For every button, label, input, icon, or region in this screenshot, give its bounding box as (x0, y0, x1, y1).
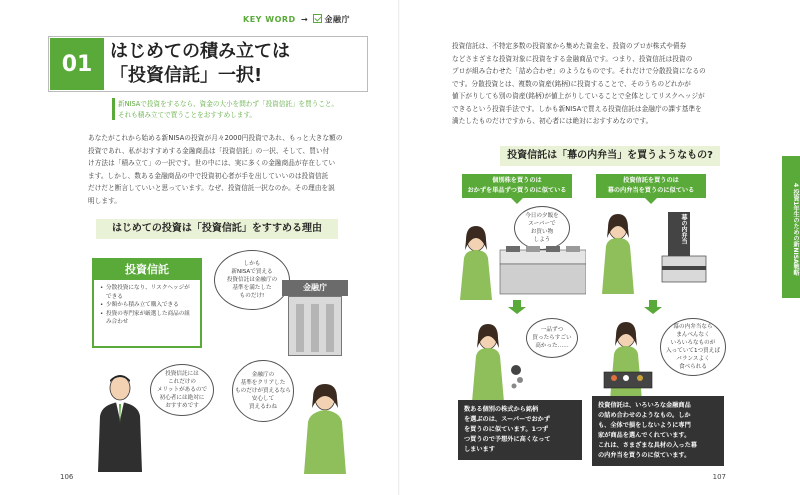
body-line: け方法は「積み立て」の一択です。世の中には、実に多くの金融商品が存在してい (88, 159, 336, 167)
caption-line: しまいます (464, 446, 495, 453)
list-item: • 分散投資になり、リスクヘッジができる (100, 284, 194, 301)
side-tab-number: 4 (792, 182, 799, 187)
right-page (400, 0, 800, 495)
bank-sign: 金融庁 (282, 280, 348, 296)
keyword-arrow: → (300, 15, 309, 24)
speech-bubble-expensive (526, 318, 578, 358)
bubble-line: まんべんなく (676, 332, 710, 338)
body-line: 明します。 (88, 196, 121, 205)
supermarket-illustration (456, 220, 586, 300)
right-body-text (452, 40, 722, 128)
bubble-line: 投資信託は金融庁の (226, 277, 278, 283)
bubble-line: 金融庁の (251, 372, 275, 378)
speech-bubble-man (150, 364, 214, 416)
caption-line: 数ある個別の株式から銘柄 (464, 406, 539, 413)
column-head-line: 個別株を買うのは (492, 177, 542, 184)
bubble-line: 初心者には絶対に (159, 395, 205, 401)
bubble-line: 新NISAで買える (231, 269, 273, 275)
bubble-line: 投資信託には (165, 371, 199, 377)
list-item: • 少額から積み立て購入できる (100, 301, 194, 310)
body-line: できるという投資手法です。しかも新NISAで買える投資信託は金融庁の課す基準を (452, 104, 702, 113)
bubble-line: しかも (243, 261, 261, 267)
caption-line: を買うのに似ています。1つず (464, 426, 549, 433)
bubble-line: 買ったらすごい (532, 335, 572, 341)
caption-line: の詰め合わせのようなもの。しか (598, 412, 691, 419)
caption-line: 投資信託は、いろいろな金融商品 (598, 402, 691, 409)
woman-illustration (296, 382, 354, 474)
page-number-right: 107 (712, 473, 726, 481)
body-line: 投資信託は、不特定多数の投資家から集めた資金を、投資のプロが株式や債券 (452, 42, 687, 50)
bubble-line: 今日の夕飯を (525, 213, 559, 219)
down-arrow-icon (644, 300, 662, 314)
caption-line: も、全体で損をしないように専門 (598, 422, 691, 429)
bubble-line: 幕の内弁当なら (673, 324, 713, 330)
caption-left (458, 400, 582, 460)
body-line: 満たしたものだけですから、初心者には絶対におすすめなのです。 (452, 117, 653, 125)
caption-line: を選ぶのは、スーパーでおかず (464, 416, 551, 423)
body-line: プロが組み合わせた「詰め合わせ」のようなものです。それだけで分散投資になるの (452, 67, 706, 75)
column-head-right (596, 174, 706, 198)
subtitle-line-1: 新NISAで投資をするなら、資金の大小を問わず「投資信託」を買うこと。 (118, 100, 339, 108)
bubble-line: 一品ずつ (540, 327, 564, 333)
building-column (311, 304, 319, 352)
bubble-line: おすすめです (165, 403, 199, 409)
keyword-term: 金融庁 (324, 15, 350, 24)
bubble-line: 高かった…… (535, 343, 569, 349)
body-line: あなたがこれから始める新NISAの投資が月々2000円投資であれ、もっと大きな額の (88, 134, 343, 142)
investment-trust-title: 投資信託 (94, 260, 200, 280)
bento-eater-illustration (596, 320, 660, 400)
caption-line: の内弁当を買うのに似ています。 (598, 452, 691, 459)
keyword-label: KEY WORD (243, 15, 296, 24)
column-head-line: 幕の内弁当を買うのに似ている (607, 187, 695, 194)
subtitle (118, 99, 368, 121)
left-body-text (88, 132, 350, 207)
body-line: 値下がりしても別の資産(銘柄)が値上がりしていることで全体としてリスクヘッジが (452, 92, 705, 100)
chapter-number: 01 (50, 38, 104, 90)
side-tab-text: 投資1年生のための新NISA戦略 (792, 188, 799, 276)
section-heading-left: はじめての投資は「投資信託」をすすめる理由 (96, 219, 338, 239)
page-number-left: 106 (60, 473, 74, 481)
shopper-coins-illustration (458, 322, 528, 402)
building-column (326, 304, 334, 352)
body-line: などさまざまな投資対象に投資をする金融商品です。つまり、投資信託は投資の (452, 54, 693, 63)
body-line: 投資であれ、私がおすすめする金融商品は「投資信託」の一択、そして、買い付 (88, 146, 330, 155)
bubble-line: お買い物 (530, 229, 554, 235)
title-line-1: はじめての積み立ては (110, 41, 290, 62)
column-head-line: 投資信託を買うのは (623, 177, 679, 184)
body-line: だけだと断言していいと思っています。なぜ、投資信託一択なのか。その理由を説 (88, 184, 335, 192)
bubble-line: しよう (533, 237, 551, 243)
bubble-line: いろいろなものが (670, 340, 716, 346)
checkbox-icon (313, 14, 322, 23)
caption-line: 家が商品を選んでくれています。 (598, 432, 691, 439)
bento-shopper-illustration (596, 204, 716, 294)
body-line: です。分散投資とは、複数の資産(銘柄)に投資することで、そのうちのどれかが (452, 79, 691, 88)
page-title (110, 40, 290, 88)
column-head-left (462, 174, 572, 198)
section-heading-right: 投資信託は「幕の内弁当」を買うようなもの? (500, 146, 720, 166)
bubble-line: これだけの (168, 379, 196, 385)
column-head-line: おかずを単品ずつ買うのに似ている (467, 187, 567, 194)
bubble-line: 食べられる (679, 364, 707, 370)
keyword-header (243, 14, 350, 25)
bubble-line: ものだけが買えるなら (235, 388, 291, 394)
investment-trust-box (92, 258, 202, 348)
speech-bubble-bank (214, 250, 290, 310)
bubble-line: 安心して (251, 396, 275, 402)
bubble-line: ものだけ! (239, 293, 265, 299)
chapter-side-tab (782, 156, 800, 298)
speech-bubble-bento (660, 318, 726, 376)
caption-right (592, 396, 724, 466)
bubble-line: バランスよく (676, 356, 710, 362)
subtitle-bar (112, 98, 115, 120)
list-item: • 投資の専門家が厳選した商品の組み合わせ (100, 310, 194, 327)
body-line: ます。しかし、数ある金融商品の中で投資初心者が手を出していいのは投資信託 (88, 171, 329, 180)
caption-line: これは、さまざまな具材の入った幕 (598, 442, 697, 449)
bubble-line: スーパーで (528, 221, 556, 227)
benefit-list (94, 280, 200, 331)
bubble-line: 基準をクリアした (240, 380, 286, 386)
subtitle-line-2: それも積み立てで買うことをおすすめします。 (118, 111, 257, 119)
bubble-line: メリットがあるので (156, 387, 208, 393)
down-arrow-icon (508, 300, 526, 314)
businessman-illustration (92, 372, 148, 472)
speech-bubble-woman (232, 360, 294, 422)
bubble-line: 買えるわね (249, 404, 277, 410)
bubble-line: 基準を満たした (232, 285, 272, 291)
bento-sign: 幕の内弁当 (680, 214, 687, 244)
caption-line: つ買うので予想外に高くなって (464, 436, 551, 443)
fsa-building-illustration (282, 280, 348, 356)
title-line-2: 「投資信託」一択! (110, 65, 263, 86)
bubble-line: 入っていて1つ買えば (666, 348, 720, 354)
building-column (296, 304, 304, 352)
